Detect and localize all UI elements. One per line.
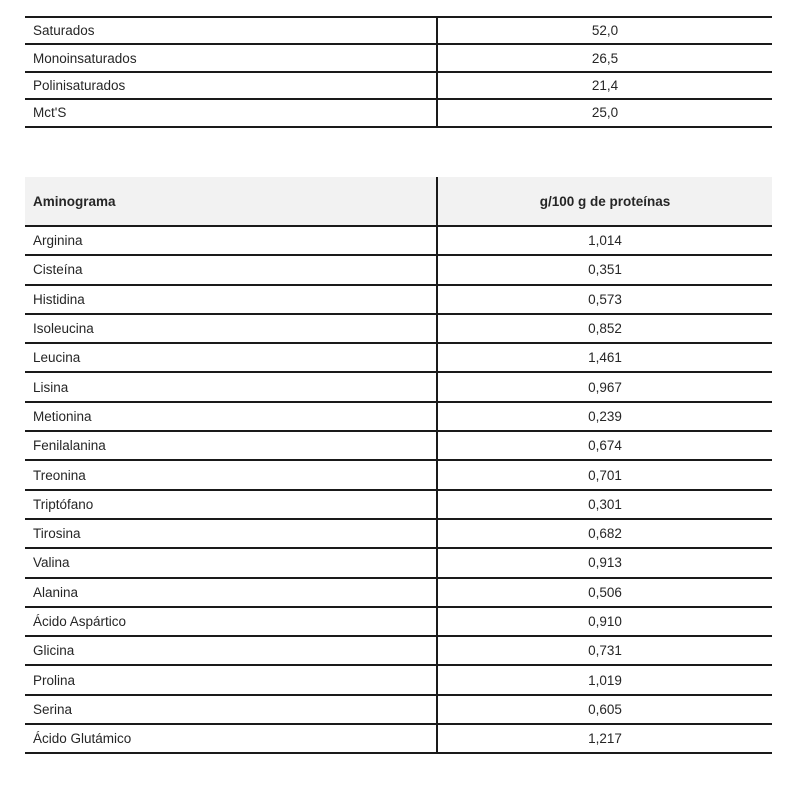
table-row xyxy=(25,520,772,549)
row-value: 0,506 xyxy=(588,584,622,600)
table-row xyxy=(25,461,772,490)
table-row xyxy=(25,403,772,432)
row-value: 0,852 xyxy=(588,321,622,337)
row-value: 0,573 xyxy=(588,291,622,307)
row-value: 0,967 xyxy=(588,379,622,395)
table-row xyxy=(25,432,772,461)
aminogram-header-label: Aminograma xyxy=(25,177,438,225)
row-label: Alanina xyxy=(25,579,438,606)
row-value: 1,019 xyxy=(588,672,622,688)
row-label: Mct'S xyxy=(25,100,438,125)
row-value: 0,301 xyxy=(588,496,622,512)
row-label: Isoleucina xyxy=(25,315,438,342)
table-row xyxy=(25,373,772,402)
fats-table xyxy=(25,16,772,128)
table-row xyxy=(25,608,772,637)
table-row xyxy=(25,344,772,373)
aminogram-table-body xyxy=(25,227,772,754)
row-label: Histidina xyxy=(25,286,438,313)
row-label: Arginina xyxy=(25,227,438,254)
table-row xyxy=(25,256,772,285)
row-label: Leucina xyxy=(25,344,438,371)
row-value: 0,351 xyxy=(588,262,622,278)
row-label: Valina xyxy=(25,549,438,576)
row-value: 0,910 xyxy=(588,614,622,629)
table-row xyxy=(25,696,772,725)
table-row xyxy=(25,549,772,578)
table-row xyxy=(25,491,772,520)
table-row xyxy=(25,315,772,344)
row-label: Lisina xyxy=(25,373,438,400)
row-value: 0,605 xyxy=(588,701,622,717)
table-row xyxy=(25,100,772,127)
row-value: 0,731 xyxy=(588,643,622,659)
table-row xyxy=(25,579,772,608)
row-label: Cisteína xyxy=(25,256,438,283)
row-label: Ácido Glutámico xyxy=(25,725,438,752)
aminogram-header-unit: g/100 g de proteínas xyxy=(539,193,671,209)
table-row xyxy=(25,227,772,256)
row-label: Polinisaturados xyxy=(25,73,438,98)
table-row xyxy=(25,666,772,695)
row-label: Prolina xyxy=(25,666,438,693)
row-label: Triptófano xyxy=(25,491,438,518)
row-value: 1,014 xyxy=(588,233,622,249)
row-label: Saturados xyxy=(25,18,438,43)
row-value: 1,461 xyxy=(588,350,622,366)
table-row xyxy=(25,725,772,754)
aminogram-table xyxy=(25,177,772,754)
table-row xyxy=(25,73,772,100)
table-row xyxy=(25,18,772,45)
row-label: Tirosina xyxy=(25,520,438,547)
aminogram-table-header xyxy=(25,177,772,227)
row-label: Serina xyxy=(25,696,438,723)
row-label: Monoinsaturados xyxy=(25,45,438,70)
table-row xyxy=(25,286,772,315)
row-label: Metionina xyxy=(25,403,438,430)
row-label: Fenilalanina xyxy=(25,432,438,459)
fats-table-body xyxy=(25,16,772,128)
row-value: 0,674 xyxy=(588,438,622,454)
row-value: 21,4 xyxy=(591,77,619,93)
row-value: 0,913 xyxy=(588,555,622,571)
row-value: 25,0 xyxy=(591,105,619,121)
table-row xyxy=(25,45,772,72)
row-value: 1,217 xyxy=(588,731,622,747)
row-label: Ácido Aspártico xyxy=(25,608,438,635)
row-label: Glicina xyxy=(25,637,438,664)
table-row xyxy=(25,637,772,666)
row-value: 0,239 xyxy=(588,408,622,424)
row-value: 52,0 xyxy=(591,23,619,39)
row-label: Treonina xyxy=(25,461,438,488)
row-value: 26,5 xyxy=(591,50,619,66)
row-value: 0,682 xyxy=(588,526,622,542)
row-value: 0,701 xyxy=(588,467,622,483)
